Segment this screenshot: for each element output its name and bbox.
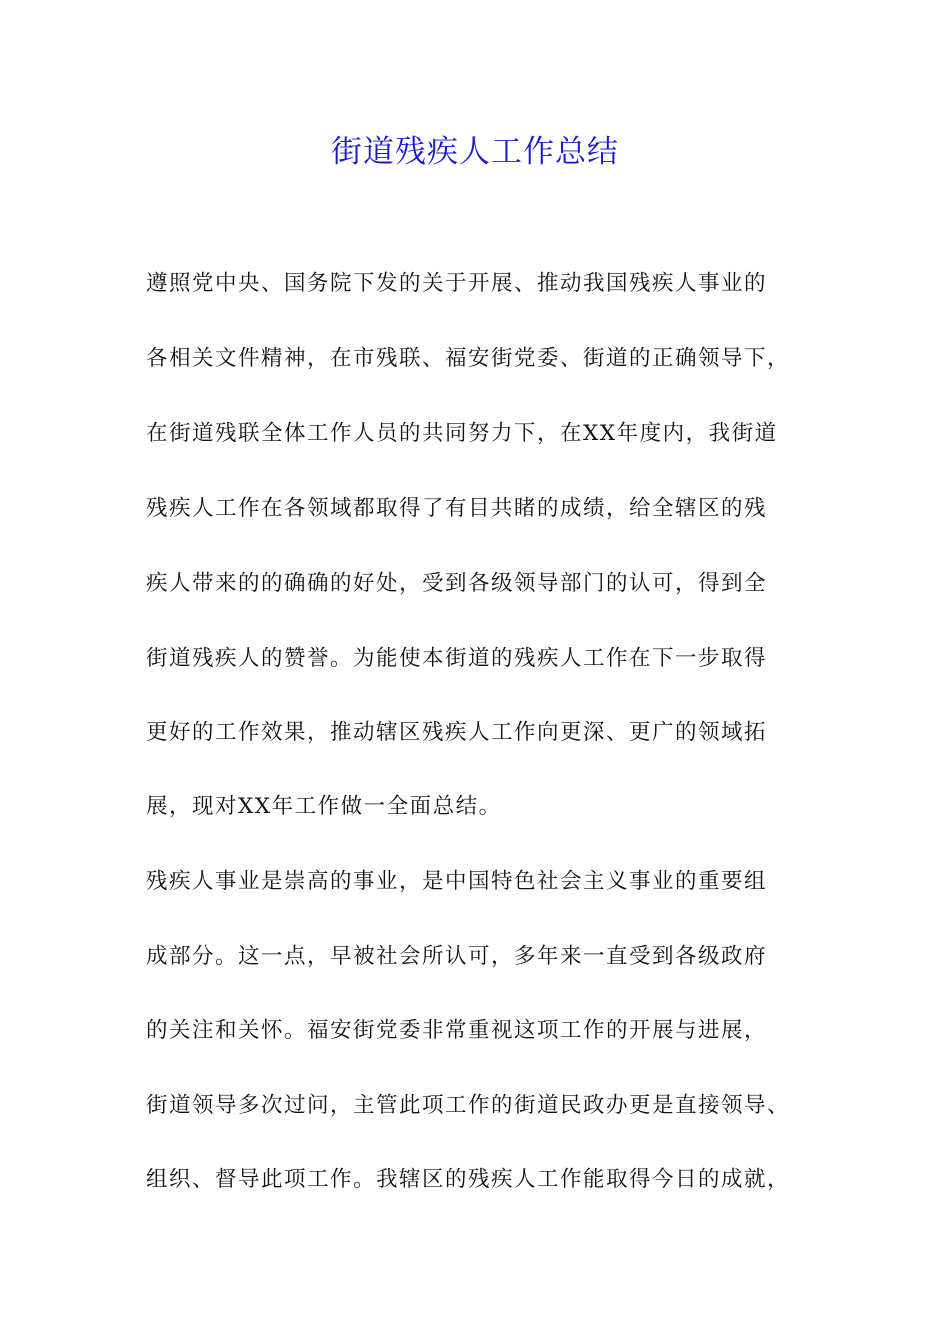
text-line: 各相关文件精神，在市残联、福安街党委、街道的正确领导下， — [146, 346, 791, 371]
text-line: 遵照党中央、国务院下发的关于开展、推动我国残疾人事业的 — [146, 271, 768, 296]
text-line: 街道领导多次过问，主管此项工作的街道民政办更是直接领导、 — [146, 1093, 791, 1118]
text-line: 在街道残联全体工作人员的共同努力下，在XX年度内，我街道 — [146, 421, 778, 446]
text-line: 残疾人事业是崇高的事业，是中国特色社会主义事业的重要组 — [146, 869, 768, 894]
text-line: 展，现对XX年工作做一全面总结。 — [146, 794, 502, 819]
text-line: 街道残疾人的赞誉。为能使本街道的残疾人工作在下一步取得 — [146, 646, 768, 671]
document-title: 街道残疾人工作总结 — [331, 134, 619, 170]
text-line: 残疾人工作在各领域都取得了有目共睹的成绩，给全辖区的残 — [146, 496, 768, 521]
text-line: 成部分。这一点，早被社会所认可，多年来一直受到各级政府 — [146, 944, 768, 969]
text-line: 疾人带来的的确确的好处，受到各级领导部门的认可，得到全 — [146, 571, 768, 596]
text-line: 组织、督导此项工作。我辖区的残疾人工作能取得今日的成就， — [146, 1167, 791, 1192]
text-line: 的关注和关怀。福安街党委非常重视这项工作的开展与进展， — [146, 1018, 768, 1043]
text-line: 更好的工作效果，推动辖区残疾人工作向更深、更广的领域拓 — [146, 720, 768, 745]
